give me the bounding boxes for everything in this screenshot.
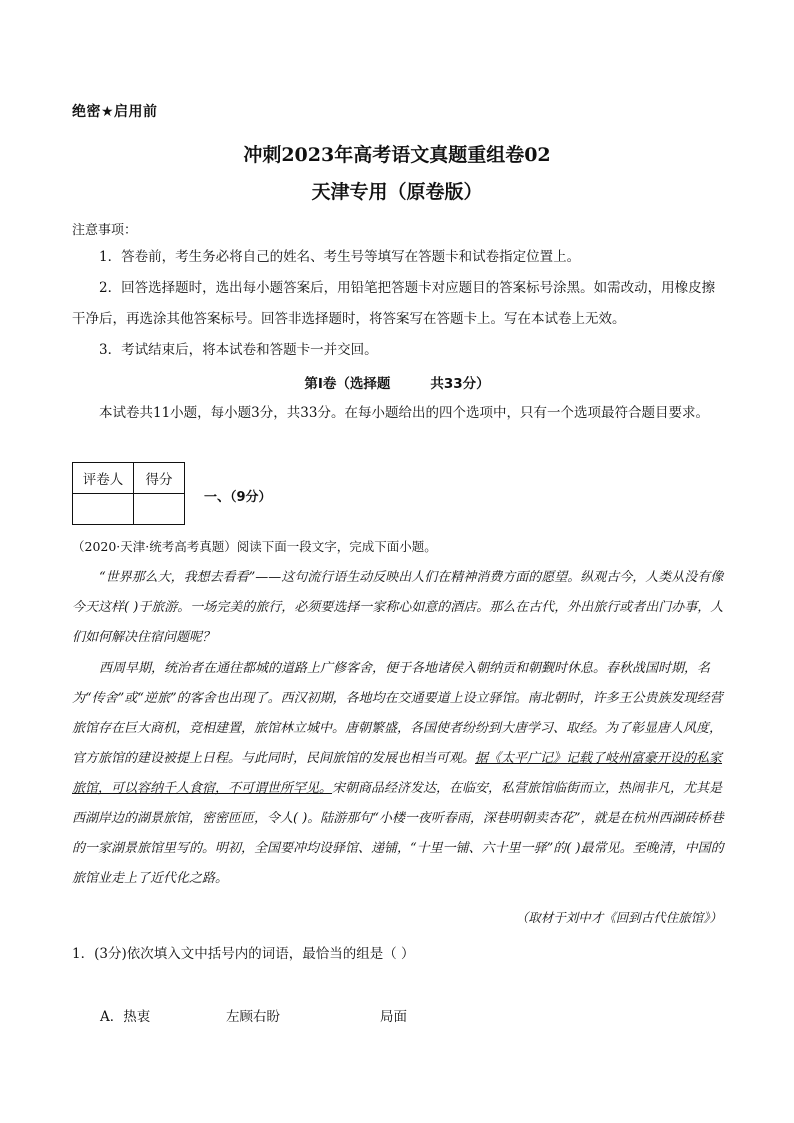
section-intro: 本试卷共11小题，每小题3分，共33分。在每小题给出的四个选项中，只有一个选项最符合题目要求。: [99, 405, 709, 421]
passage-paragraph-1: “世界那么大，我想去看看”——这句流行语生动反映出人们在精神消费方面的愿望。纵观古今，人类从没有像今天这样( )于旅游。一场完美的旅行，必须要选择一家称心如意的酒店。那么在古代，外出旅行或者出门办事，人们如何解决住宿问题呢？: [72, 570, 724, 645]
section-title-right: 共33分）: [430, 376, 490, 392]
passage-citation: （取材于刘中才《回到古代住旅馆》）: [515, 910, 722, 925]
passage-paragraph-2: [72, 654, 726, 894]
passage-text: 西周早期，统治者在通往都城的道路上广修客舍，便于各地诸侯入朝纳贡和朝觐时休息。春秋战国时期，名为“传舍”或“逆旅”的客舍也出现了。西汉初期，各地均在交通要道上设立驿馆。南北朝时，许多王公贵族发现经营旅馆存在巨大商机，竞相建置，旅馆林立城中。唐朝繁盛，各国使者纷纷到大唐学习、取经。为了彰显唐人风度，官方旅馆的建设被提上日程。与此同时，民间旅馆的发展也相当可观。: [72, 661, 723, 766]
exam-subtitle: 天津专用（原卷版）: [311, 181, 483, 203]
option-a-word-1: A．热衷: [100, 1009, 151, 1025]
grader-table: [72, 462, 185, 525]
notice-item-2: 2．回答选择题时，选出每小题答案后，用铅笔把答题卡对应题目的答案标号涂黑。如需改动，用橡皮擦干净后，再选涂其他答案标号。回答非选择题时，将答案写在答题卡上。写在本试卷上无效。: [72, 280, 716, 327]
grader-cell: [73, 494, 134, 525]
notice-item-1: 1．答卷前，考生务必将自己的姓名、考生号等填写在答题卡和试卷指定位置上。: [99, 249, 581, 265]
question-group-heading: 一、（9分）: [204, 490, 272, 505]
section-title-left: 第Ⅰ卷（选择题: [304, 376, 391, 392]
passage-text: 宋朝商品经济发达，在临安，私营旅馆临街而立，热闹非凡，尤其是西湖岸边的湖景旅馆，密密匝匝，令人( )。陆游那句“小楼一夜听春雨，深巷明朝卖杏花”，就是在杭州西湖砖桥巷的一家湖景旅馆里写的。明初，全国要冲均设驿馆、递铺，“十里一铺、六十里一驿”的( )最常见。至晚清，中国的旅馆业走上了近代化之路。: [72, 781, 724, 886]
option-a-word-2: 左顾右盼: [226, 1009, 280, 1025]
notice-heading: 注意事项：: [72, 223, 138, 238]
score-cell: [134, 494, 185, 525]
score-header: 得分: [134, 463, 185, 494]
underlined-sentence: 据《太平广记》记载了岐州富豪开设的私家旅馆，可以容纳千人食宿，不可谓世所罕见。: [72, 751, 723, 796]
question-1-stem: 1．(3分)依次填入文中括号内的词语，最恰当的组是（ ）: [72, 946, 415, 962]
exam-title: 冲刺2023年高考语文真题重组卷02: [243, 144, 551, 166]
notice-item-3: 3．考试结束后，将本试卷和答题卡一并交回。: [99, 342, 378, 358]
secret-label: 绝密★启用前: [72, 104, 158, 120]
section-title: [0, 372, 794, 392]
grader-header: 评卷人: [73, 463, 134, 494]
question-source: （2020·天津·统考高考真题）阅读下面一段文字，完成下面小题。: [72, 539, 437, 554]
option-a-word-3: 局面: [380, 1009, 407, 1025]
